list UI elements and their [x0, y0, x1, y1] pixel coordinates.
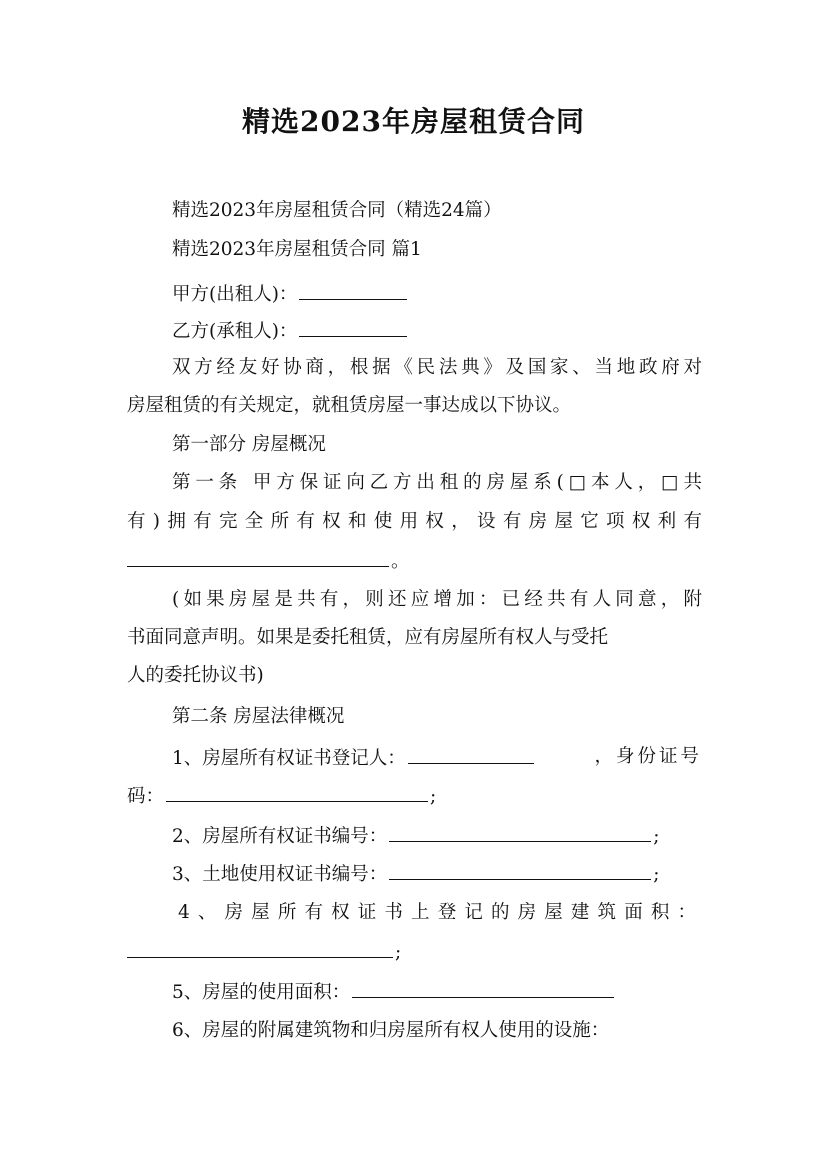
- cert-number-label: 2、房屋所有权证书编号：: [172, 826, 388, 847]
- semicolon: ;: [653, 826, 660, 847]
- id-label: ，身份证号: [594, 746, 702, 767]
- semicolon: ;: [430, 786, 437, 807]
- id-line: [127, 782, 702, 810]
- semicolon: ;: [395, 942, 402, 963]
- semicolon: ;: [653, 864, 660, 885]
- note-line: 书面同意声明。如果是委托租赁，应有房屋所有权人与受托: [127, 627, 609, 648]
- owner-label: 1、房屋所有权证书登记人：: [172, 748, 406, 769]
- owner-line: [172, 744, 702, 772]
- facilities-line: 6、房屋的附属建筑物和归房屋所有权人使用的设施：: [172, 1020, 610, 1041]
- owner-blank[interactable]: [408, 744, 534, 764]
- part-heading: 第一部分 房屋概况: [172, 434, 326, 455]
- area-blank-line: [127, 938, 702, 966]
- usable-area-blank[interactable]: [352, 978, 614, 998]
- note-line: (如果房屋是共有，则还应增加：已经共有人同意，附: [172, 589, 702, 610]
- article-1-line: 第一条 甲方保证向乙方出租的房屋系(□本人，□共: [172, 472, 702, 493]
- subtitle-line: 精选2023年房屋租赁合同（精选24篇）: [172, 200, 502, 221]
- usable-area-line: [172, 978, 616, 1006]
- land-cert-label: 3、土地使用权证书编号：: [172, 864, 388, 885]
- article-1-line: 有)拥有完全所有权和使用权，设有房屋它项权利有: [127, 511, 702, 532]
- party-a-blank[interactable]: [299, 280, 407, 300]
- land-cert-line: [172, 860, 660, 888]
- paragraph-line: 双方经友好协商，根据《民法典》及国家、当地政府对: [172, 357, 702, 378]
- party-b-line: [172, 317, 409, 345]
- land-cert-blank[interactable]: [389, 860, 651, 880]
- area-blank[interactable]: [127, 938, 393, 958]
- party-b-blank[interactable]: [299, 317, 407, 337]
- section-heading: 精选2023年房屋租赁合同 篇1: [172, 239, 422, 260]
- cert-number-line: [172, 822, 660, 850]
- party-a-line: [172, 280, 409, 308]
- article-2-heading: 第二条 房屋法律概况: [172, 706, 345, 727]
- cert-number-blank[interactable]: [389, 822, 651, 842]
- document-title: 精选2023年房屋租赁合同: [242, 105, 585, 138]
- note-line: 人的委托协议书): [127, 665, 264, 686]
- rights-blank[interactable]: [127, 547, 389, 567]
- period-mark: 。: [391, 551, 410, 572]
- id-label-cont: 码：: [127, 786, 165, 807]
- party-b-label: 乙方(承租人)：: [172, 321, 298, 342]
- article-1-end-line: [127, 547, 702, 575]
- party-a-label: 甲方(出租人)：: [172, 284, 298, 305]
- usable-area-label: 5、房屋的使用面积：: [172, 982, 351, 1003]
- paragraph-line: 房屋租赁的有关规定，就租赁房屋一事达成以下协议。: [127, 395, 572, 416]
- area-line: 4、房屋所有权证书上登记的房屋建筑面积：: [178, 902, 696, 923]
- id-number-blank[interactable]: [166, 782, 428, 802]
